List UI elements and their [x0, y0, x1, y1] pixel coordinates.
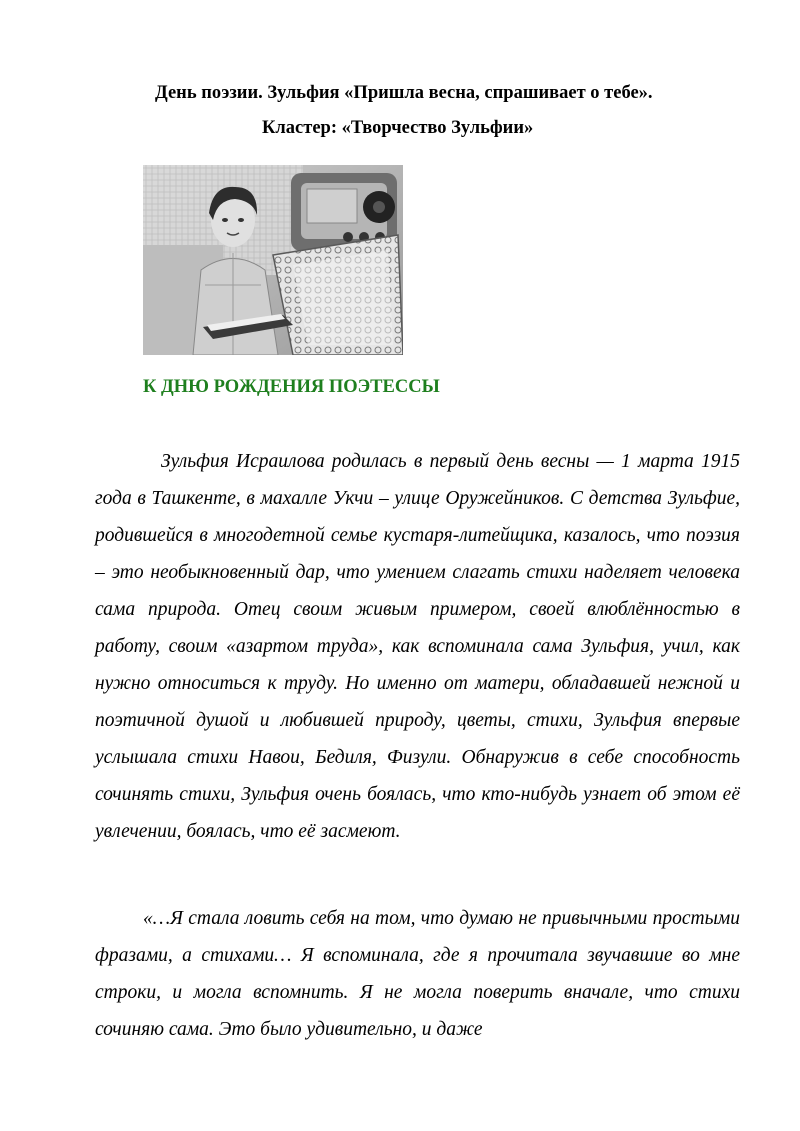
body-paragraph-1: Зульфия Исраилова родилась в первый день весны — 1 марта 1915 года в Ташкенте, в махалле Укчи – улице Оружейников. С детства Зульфие, родившейся в многодетной семье кустаря-литейщика, казалось, что поэзия – это необыкновенный дар, что умением слагать стихи наделяет человека сама природа. Отец своим живым примером, своей влюблённостью в работу, своим «азартом труда», как вспоминала сама Зульфия, учил, как нужно относиться к труду. Но именно от матери, обладавшей нежной и поэтичной душой и любившей природу, цветы, стихи, Зульфия впервые услышала стихи Навои, Бедиля, Физули. Обнаружив в себе способность сочинять стихи, Зульфия очень боялась, что кто-нибудь узнает об этом её увлечении, боялась, что её засмеют. — [95, 450, 740, 842]
page-subtitle: Кластер: «Творчество Зульфии» — [262, 118, 534, 138]
portrait-photo — [143, 165, 403, 355]
body-paragraph-2: «…Я стала ловить себя на том, что думаю не привычными простыми фразами, а стихами… Я вспоминала, где я прочитала звучавшие во мне строки, и могла вспомнить. Я не могла поверить вначале, что стихи сочиняю сама. Это было удивительно, и даже — [95, 907, 740, 1040]
section-heading: К ДНЮ РОЖДЕНИЯ ПОЭТЕССЫ — [143, 377, 440, 397]
portrait-photo-image — [143, 165, 403, 355]
page-title: День поэзии. Зульфия «Пришла весна, спрашивает о тебе». — [155, 83, 653, 103]
